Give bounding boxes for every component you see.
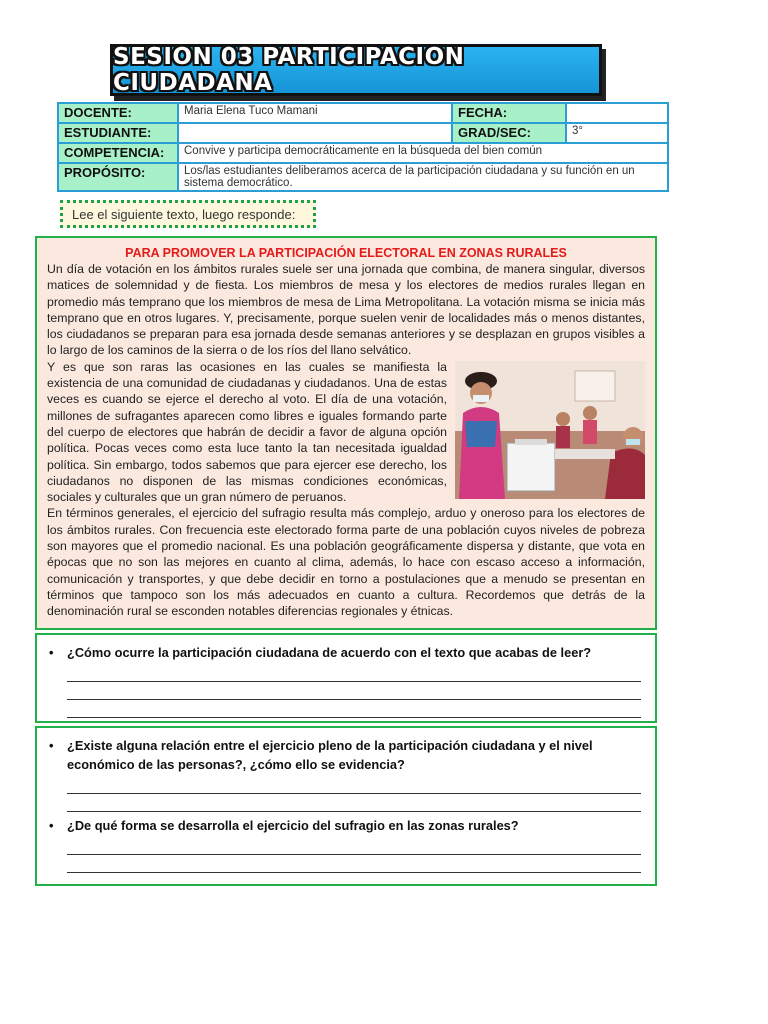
answer-line[interactable] [67, 776, 641, 794]
instruction-text: Lee el siguiente texto, luego responde: [72, 206, 296, 222]
answer-lines-3[interactable] [67, 837, 641, 873]
answer-line[interactable] [67, 794, 641, 812]
answer-line[interactable] [67, 700, 641, 718]
competencia-label: COMPETENCIA: [58, 143, 178, 163]
answer-line[interactable] [67, 682, 641, 700]
bullet-icon: • [49, 738, 54, 753]
question-box-1 [35, 633, 657, 723]
answer-line[interactable] [67, 855, 641, 873]
proposito-value: Los/las estudiantes deliberamos acerca de la participación ciudadana y su función en un sistema democrático. [178, 163, 668, 191]
estudiante-value[interactable] [178, 123, 452, 143]
question-box-2 [35, 726, 657, 886]
title-banner [110, 44, 600, 96]
reading-paragraph-2: Y es que son raras las ocasiones en las cuales se manifiesta la existencia de una comunidad de ciudadanas y ciudadanos. Una de estas veces es cuando se ejerce el derecho al voto. El día de una votación, millones de sufragantes aparecen como libres e iguales formando parte del cuerpo de electores que habrán de decidir a favor de alguna opción política. Pocas veces como esta luce tanto la tan necesitada igualdad política. Sin embargo, todos sabemos que para ejercer ese derecho, los ciudadanos no disponen de las mismas condiciones económicas, sociales y culturales que un gran número de peruanos. [47, 359, 447, 505]
reading-paragraph-1: Un día de votación en los ámbitos rurales suele ser una jornada que combina, de manera singular, diversos matices de solemnidad y de fiesta. Los miembros de mesa y los electores de medios rurales llegan en promedio más temprano que los miembros de mesa de Lima Metropolitana. La votación misma se inicia más temprano que en otros lugares. Y, precisamente, porque suelen venir de localidades más o menos distantes, los ciudadanos se preparan para esa jornada desde semanas anteriores y se desplazan en grupos visibles a lo largo de los caminos de la sierra o de los ríos del llano selvático. [47, 262, 645, 358]
answer-line[interactable] [67, 664, 641, 682]
reading-box [35, 236, 657, 630]
fecha-value[interactable] [566, 103, 668, 123]
answer-lines-2[interactable] [67, 776, 641, 812]
question-2 [47, 736, 641, 774]
answer-line[interactable] [67, 837, 641, 855]
info-row-proposito [58, 163, 668, 191]
estudiante-label: ESTUDIANTE: [58, 123, 178, 143]
docente-label: DOCENTE: [58, 103, 178, 123]
gradsec-value[interactable]: 3° [566, 123, 668, 143]
bullet-icon: • [49, 645, 54, 660]
reading-heading: PARA PROMOVER LA PARTICIPACIÓN ELECTORAL EN ZONAS RURALES [125, 246, 567, 260]
proposito-label: PROPÓSITO: [58, 163, 178, 191]
page-title: SESION 03 PARTICIPACION CIUDADANA [113, 44, 465, 96]
gradsec-label: GRAD/SEC: [452, 123, 566, 143]
info-row-docente [58, 103, 668, 123]
reading-paragraph-3: En términos generales, el ejercicio del sufragio resulta más complejo, arduo y oneroso para los electores de los ámbitos rurales. Con frecuencia este electorado forma parte de una población cuyos niveles de pobreza son mayores que el promedio nacional. Es una población geográficamente dispersa y distante, que vota en épocas que no son las mejores en cuanto al clima, además, lo hace con escaso acceso a información, comunicación y transportes, y que debe decidir en torno a postulaciones que a menudo se presentan en términos que tampoco son los más adecuados en cuanto a cultura. Recordemos que detrás de la denominación rural se esconden notables diferencias regionales y étnicas. [47, 506, 645, 619]
title-box [110, 44, 602, 96]
bullet-icon: • [49, 818, 54, 833]
question-1 [47, 643, 641, 662]
info-row-competencia [58, 143, 668, 163]
question-1-text: ¿Cómo ocurre la participación ciudadana de acuerdo con el texto que acabas de leer? [67, 645, 592, 660]
competencia-value: Convive y participa democráticamente en la búsqueda del bien común [178, 143, 668, 163]
voting-photo-illustration [455, 361, 645, 499]
answer-lines-1[interactable] [67, 664, 641, 718]
fecha-label: FECHA: [452, 103, 566, 123]
docente-value[interactable]: Maria Elena Tuco Mamani [178, 103, 452, 123]
info-table [57, 102, 669, 192]
question-3 [47, 816, 641, 835]
voting-photo [455, 361, 645, 499]
question-3-text: ¿De qué forma se desarrolla el ejercicio del sufragio en las zonas rurales? [67, 818, 519, 833]
question-2-text: ¿Existe alguna relación entre el ejercicio pleno de la participación ciudadana y el nivel económico de las personas?, ¿cómo ello se evidencia? [67, 738, 593, 772]
instruction-box [60, 200, 316, 228]
info-row-estudiante [58, 123, 668, 143]
